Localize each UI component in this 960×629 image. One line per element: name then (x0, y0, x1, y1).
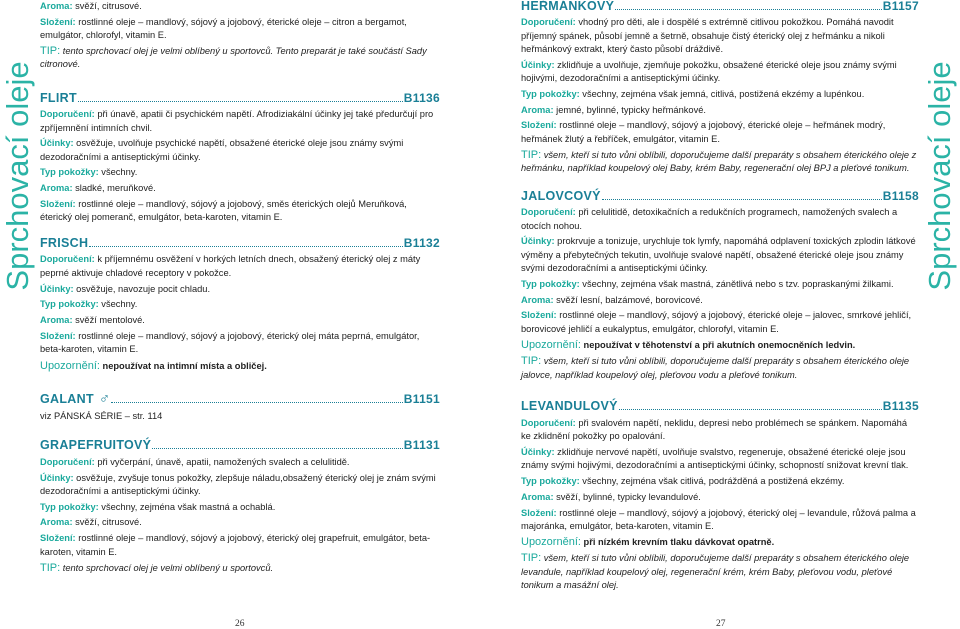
flirt-ucinky: Účinky: osvěžuje, uvolňuje psychické napětí, obsažené éterické oleje jsou známy svými dezodoračními a antiseptickými účinky. (40, 138, 404, 162)
levandulovy-pokozky: Typ pokožky: všechny, zejména však citlivá, podrážděná a postižená ekzémy. (521, 475, 845, 486)
jalovcovy-ucinky: Účinky: prokrvuje a tonizuje, urychluje tok lymfy, napomáhá odplavení toxických zplodin látkové výměny a přebytečných tekutin, uvolňuje svalové napětí, obsažené éterické oleje jsou známy svými dezodoračními a antiseptickými účinky. (521, 236, 916, 274)
grapefruit-aroma: Aroma: svěží, citrusové. (40, 517, 142, 528)
frisch-aroma: Aroma: svěží mentolové. (40, 315, 145, 326)
intro-tip: TIP: tento sprchovací olej je velmi oblíbený u sportovců. Tento preparát je také součástí Sady citronové. (40, 44, 427, 70)
flirt-slozeni: Složení: rostlinné oleje – mandlový, sójový a jojobový, směs éterických olejů Meruňková, éterický olej pomeranč, emulgátor, beta-karoten, vitamin E. (40, 199, 407, 223)
hermankovy-doporuceni: Doporučení: vhodný pro děti, ale i dospělé s extrémně citlivou pokožkou. Pomáhá navodit příjemný spánek, působí jemně a šetrně, obsahuje čistý éterický olej z heřmánku a nikoli heřmánkový extrakt, který často působí dráždivě. (521, 17, 894, 54)
frisch-pokozky: Typ pokožky: všechny. (40, 299, 138, 310)
flirt-aroma: Aroma: sladké, meruňkové. (40, 183, 156, 194)
frisch-upozorneni: Upozornění: nepoužívat na intimní místa a obličej. (40, 359, 267, 372)
heading-frisch: FRISCH B1132 (40, 236, 440, 251)
levandulovy-slozeni: Složení: rostlinné oleje – mandlový, sójový a jojobový, éterický olej – levandule, růžová palma a majoránka, emulgátor, beta-karoten, vitamin E. (521, 507, 916, 531)
heading-flirt: FLIRT B1136 (40, 90, 440, 105)
intro-aroma: Aroma: svěží, citrusové. (40, 1, 142, 11)
side-title-right: Sprchovací oleje (922, 61, 957, 291)
hermankovy-tip: TIP: všem, kteří si tuto vůni oblíbili, doporučujeme další preparáty s obsahem éterického oleje z heřmánku, například koupelový olej Baby, krém Baby, regenerační olej BPJ a pleťové tonikum. (521, 148, 917, 174)
grapefruit-doporuceni: Doporučení: při vyčerpání, únavě, apatii, namožených svalech a celulitidě. (40, 456, 350, 467)
frisch-doporuceni: Doporučení: k příjemnému osvěžení v horkých letních dnech, obsažený éterický olej z máty peprné aktivuje chladové receptory v pokožce. (40, 254, 421, 278)
jalovcovy-upozorneni: Upozornění: nepoužívat v těhotenství a při akutních onemocněních ledvin. (521, 339, 856, 352)
galant-ref: viz PÁNSKÁ SÉRIE – str. 114 (40, 410, 163, 421)
left-column (40, 0, 440, 578)
heading-jalovcovy: JALOVCOVÝ B1158 (521, 189, 919, 204)
flirt-pokozky: Typ pokožky: všechny. (40, 167, 138, 178)
grapefruit-pokozky: Typ pokožky: všechny, zejména však mastná a ochablá. (40, 501, 276, 512)
heading-hermankovy: HEŘMÁNKOVÝ B1157 (521, 0, 919, 13)
heading-levandulovy: LEVANDULOVÝ B1135 (521, 399, 919, 414)
hermankovy-ucinky: Účinky: zklidňuje a uvolňuje, zjemňuje pokožku, obsažené éterické oleje jsou známy svými hojivými, dezodoračními a antiseptickými účinky. (521, 59, 897, 83)
hermankovy-pokozky: Typ pokožky: všechny, zejména však jemná, citlivá, postižená ekzémy a lupénkou. (521, 88, 865, 99)
levandulovy-tip: TIP: všem, kteří si tuto vůni oblíbili, doporučujeme další preparáty s obsahem éterického oleje levandule, například koupelový olej, regenerační krém, krém Baby, pleťovou vodu, pleťové tonikum a masážní olej. (521, 552, 910, 590)
frisch-slozeni: Složení: rostlinné oleje – mandlový, sójový a jojobový, éterický olej máta peprná, emulgátor, beta-karoten, vitamin E. (40, 330, 420, 355)
jalovcovy-slozeni: Složení: rostlinné oleje – mandlový, sójový a jojobový, éterické oleje – jalovec, smrkové jehličí, borovicové jehličí a eukalyptus, emulgátor, chlorofyl, vitamin E. (521, 310, 912, 334)
levandulovy-aroma: Aroma: svěží, bylinné, typicky levandulové. (521, 491, 701, 502)
page-number-right: 27 (716, 619, 726, 629)
jalovcovy-doporuceni: Doporučení: při celulitidě, detoxikačních a redukčních programech, namožených svalech a otocích nohou. (521, 207, 898, 231)
frisch-ucinky: Účinky: osvěžuje, navozuje pocit chladu. (40, 283, 211, 294)
heading-grapefruitovy: GRAPEFRUITOVÝ B1131 (40, 438, 440, 453)
male-symbol-icon: ♂ (98, 390, 111, 408)
flirt-doporuceni: Doporučení: při únavě, apatii či psychickém napětí. Afrodiziakální účinky jej také předurčují pro zpříjemnění intimních chvil. (40, 109, 434, 133)
heading-galant: GALANT ♂ B1151 (40, 390, 440, 408)
levandulovy-ucinky: Účinky: zklidňuje nervové napětí, uvolňuje svalstvo, regeneruje, obsažené éterické oleje jsou známy svými hojivými, dezodoračními a antiseptickými účinky, schopností snižovat krevní tlak. (521, 446, 909, 471)
levandulovy-doporuceni: Doporučení: při svalovém napětí, neklidu, depresi nebo problémech se spánkem. Napomáhá ke zklidnění pokožky po opalování. (521, 417, 908, 442)
grapefruit-slozeni: Složení: rostlinné oleje – mandlový, sójový a jojobový, éterický olej grapefruit, emulgátor, beta-karoten, vitamin E. (40, 533, 431, 557)
grapefruit-ucinky: Účinky: osvěžuje, zvyšuje tonus pokožky, zlepšuje náladu,obsažený éterický olej je znám svými dezodoračními a antiseptickými účinky. (40, 472, 436, 496)
jalovcovy-pokozky: Typ pokožky: všechny, zejména však mastná, zánětlivá nebo s tzv. popraskanými žilkami. (521, 278, 894, 289)
grapefruit-tip: TIP: tento sprchovací olej je velmi oblíbený u sportovců. (40, 561, 274, 574)
jalovcovy-aroma: Aroma: svěží lesní, balzámové, borovicové. (521, 294, 703, 305)
intro-slozeni: Složení: rostlinné oleje – mandlový, sójový a jojobový, éterické oleje – citron a bergamot, emulgátor, chlorofyl, vitamin E. (40, 16, 407, 41)
side-title-left: Sprchovací oleje (0, 61, 35, 291)
page-number-left: 26 (235, 619, 245, 629)
levandulovy-upozorneni: Upozornění: při nízkém krevním tlaku dávkovat opatrně. (521, 536, 775, 549)
right-column (521, 0, 919, 595)
hermankovy-aroma: Aroma: jemné, bylinné, typicky heřmánkové. (521, 104, 706, 115)
jalovcovy-tip: TIP: všem, kteří si tuto vůni oblíbili, doporučujeme další preparáty s obsahem éterického oleje jalovce, například koupelový olej, pleťovou vodu a pleťové tonikum. (521, 355, 910, 380)
hermankovy-slozeni: Složení: rostlinné oleje – mandlový, sójový a jojobový, éterické oleje – heřmánek modrý, heřmánek žlutý a řebříček, emulgátor, vitamin E. (521, 120, 886, 144)
